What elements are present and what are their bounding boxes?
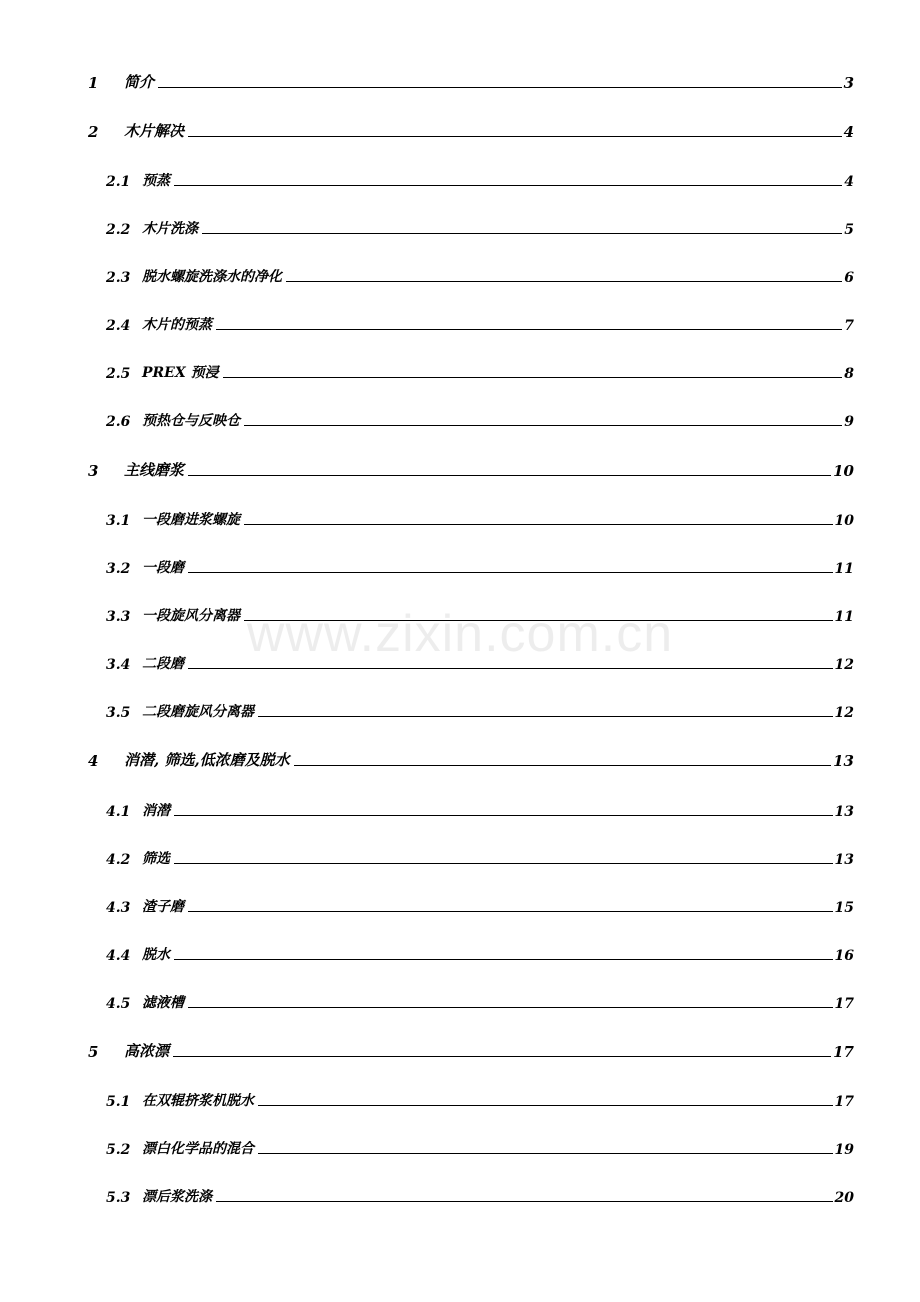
toc-number: 2.4 — [106, 318, 131, 334]
toc-entry[interactable] — [106, 505, 854, 529]
toc-page: 17 — [834, 1094, 854, 1110]
watermark: www.zixin.com.cn — [246, 605, 674, 663]
toc-leader — [188, 135, 842, 137]
toc-number: 3.1 — [106, 513, 131, 529]
toc-entry[interactable] — [106, 262, 854, 286]
toc-entry[interactable] — [106, 553, 854, 577]
toc-number: 4.3 — [106, 900, 131, 916]
toc-entry[interactable] — [106, 406, 854, 430]
toc-page: 7 — [844, 318, 854, 334]
toc-number: 3.3 — [106, 609, 131, 625]
toc-leader — [258, 715, 833, 717]
toc-leader — [244, 424, 842, 426]
toc-page: 12 — [834, 657, 854, 673]
toc-number: 5.2 — [106, 1142, 131, 1158]
toc-number: 3.2 — [106, 561, 131, 577]
toc-number: 4.1 — [106, 804, 131, 820]
toc-leader — [173, 1055, 831, 1057]
toc-title: 消潜, 筛选,低浓磨及脱水 — [124, 751, 290, 769]
toc-leader — [223, 376, 842, 378]
toc-page: 13 — [834, 804, 854, 820]
toc-leader — [174, 958, 833, 960]
toc-page: 13 — [834, 852, 854, 868]
toc-leader — [244, 523, 833, 525]
toc-entry[interactable] — [106, 940, 854, 964]
toc-leader — [258, 1104, 833, 1106]
toc-number: 2 — [88, 123, 99, 141]
toc-title: 一段旋风分离器 — [142, 608, 240, 624]
toc-entry[interactable] — [106, 649, 854, 673]
toc-title: 预蒸 — [142, 173, 170, 189]
toc-leader — [188, 910, 833, 912]
toc-title: 二段磨 — [142, 656, 184, 672]
toc-title: 脱水 — [142, 947, 170, 963]
toc-title: 一段磨进浆螺旋 — [142, 512, 240, 528]
toc-page: 10 — [834, 513, 854, 529]
toc-number: 2.1 — [106, 174, 131, 190]
toc-leader — [188, 1006, 833, 1008]
toc-entry[interactable] — [88, 1037, 854, 1061]
toc-number: 4.4 — [106, 948, 131, 964]
toc-title: 脱水螺旋洗涤水的净化 — [142, 269, 282, 285]
toc-entry[interactable] — [106, 1182, 854, 1206]
toc-page: 19 — [834, 1142, 854, 1158]
toc-number: 4.5 — [106, 996, 131, 1012]
toc-title: 木片解决 — [124, 122, 185, 140]
toc-title: 筛选 — [142, 851, 170, 867]
toc-title: 消潜 — [142, 803, 170, 819]
toc-number: 2.6 — [106, 414, 131, 430]
toc-entry[interactable] — [106, 892, 854, 916]
toc-entry[interactable] — [88, 456, 854, 480]
toc-entry[interactable] — [106, 358, 854, 382]
toc-number: 4 — [88, 752, 99, 770]
toc-page: 4 — [843, 123, 854, 141]
toc-leader — [216, 328, 842, 330]
toc-title: 木片的预蒸 — [142, 317, 212, 333]
toc-number: 2.5 — [106, 366, 131, 382]
toc-page: 17 — [834, 996, 854, 1012]
toc-number: 2.2 — [106, 222, 131, 238]
toc-page: 9 — [844, 414, 854, 430]
toc-title: 滤液槽 — [142, 995, 184, 1011]
toc-entry[interactable] — [88, 68, 854, 92]
toc-entry[interactable] — [106, 988, 854, 1012]
toc-title: 在双辊挤浆机脱水 — [142, 1093, 254, 1109]
toc-leader — [158, 86, 842, 88]
toc-page: 15 — [834, 900, 854, 916]
toc-page: 8 — [844, 366, 854, 382]
toc-entry[interactable] — [106, 697, 854, 721]
toc-entry[interactable] — [106, 1086, 854, 1110]
toc-title: 渣子磨 — [142, 899, 184, 915]
toc-leader — [188, 667, 833, 669]
toc-leader — [188, 474, 831, 476]
toc-page: 3 — [843, 74, 854, 92]
toc-title: 漂白化学品的混合 — [142, 1141, 254, 1157]
toc-entry[interactable] — [88, 746, 854, 770]
toc-entry[interactable] — [88, 117, 854, 141]
toc-entry[interactable] — [106, 601, 854, 625]
toc-leader — [174, 184, 842, 186]
toc-page: 17 — [833, 1043, 854, 1061]
toc-entry[interactable] — [106, 310, 854, 334]
toc-title: 一段磨 — [142, 560, 184, 576]
toc-entry[interactable] — [106, 1134, 854, 1158]
toc-page: 20 — [834, 1190, 854, 1206]
toc-number: 5.3 — [106, 1190, 131, 1206]
toc-page: 11 — [834, 609, 854, 625]
toc-number: 5 — [88, 1043, 99, 1061]
toc-leader — [174, 862, 833, 864]
toc-title: 二段磨旋风分离器 — [142, 704, 254, 720]
toc-number: 3 — [88, 462, 99, 480]
toc-page: 10 — [833, 462, 854, 480]
toc-leader — [294, 764, 831, 766]
toc-title: PREX 预浸 — [142, 365, 219, 381]
toc-page: 11 — [834, 561, 854, 577]
toc-title: 主线磨浆 — [124, 461, 185, 479]
toc-title: 漂后浆洗涤 — [142, 1189, 212, 1205]
toc-number: 5.1 — [106, 1094, 131, 1110]
toc-title: 高浓漂 — [124, 1042, 170, 1060]
toc-leader — [216, 1200, 833, 1202]
toc-title: 木片洗涤 — [142, 221, 198, 237]
toc-leader — [244, 619, 833, 621]
toc-page: 5 — [844, 222, 854, 238]
toc-number: 3.5 — [106, 705, 131, 721]
toc-page: 16 — [834, 948, 854, 964]
toc-entry[interactable] — [106, 844, 854, 868]
toc-entry[interactable] — [106, 796, 854, 820]
toc-page: 13 — [833, 752, 854, 770]
toc-entry[interactable] — [106, 166, 854, 190]
toc-leader — [174, 814, 833, 816]
toc-leader — [286, 280, 842, 282]
toc-leader — [188, 571, 833, 573]
toc-number: 3.4 — [106, 657, 131, 673]
toc-number: 4.2 — [106, 852, 131, 868]
toc-number: 1 — [88, 74, 99, 92]
toc-page: 6 — [844, 270, 854, 286]
toc-page: 4 — [844, 174, 854, 190]
toc-leader — [202, 232, 842, 234]
toc-title: 预热仓与反映仓 — [142, 413, 240, 429]
toc-number: 2.3 — [106, 270, 131, 286]
toc-title: 简介 — [124, 73, 155, 91]
toc-leader — [258, 1152, 833, 1154]
toc-page: 12 — [834, 705, 854, 721]
toc-entry[interactable] — [106, 214, 854, 238]
